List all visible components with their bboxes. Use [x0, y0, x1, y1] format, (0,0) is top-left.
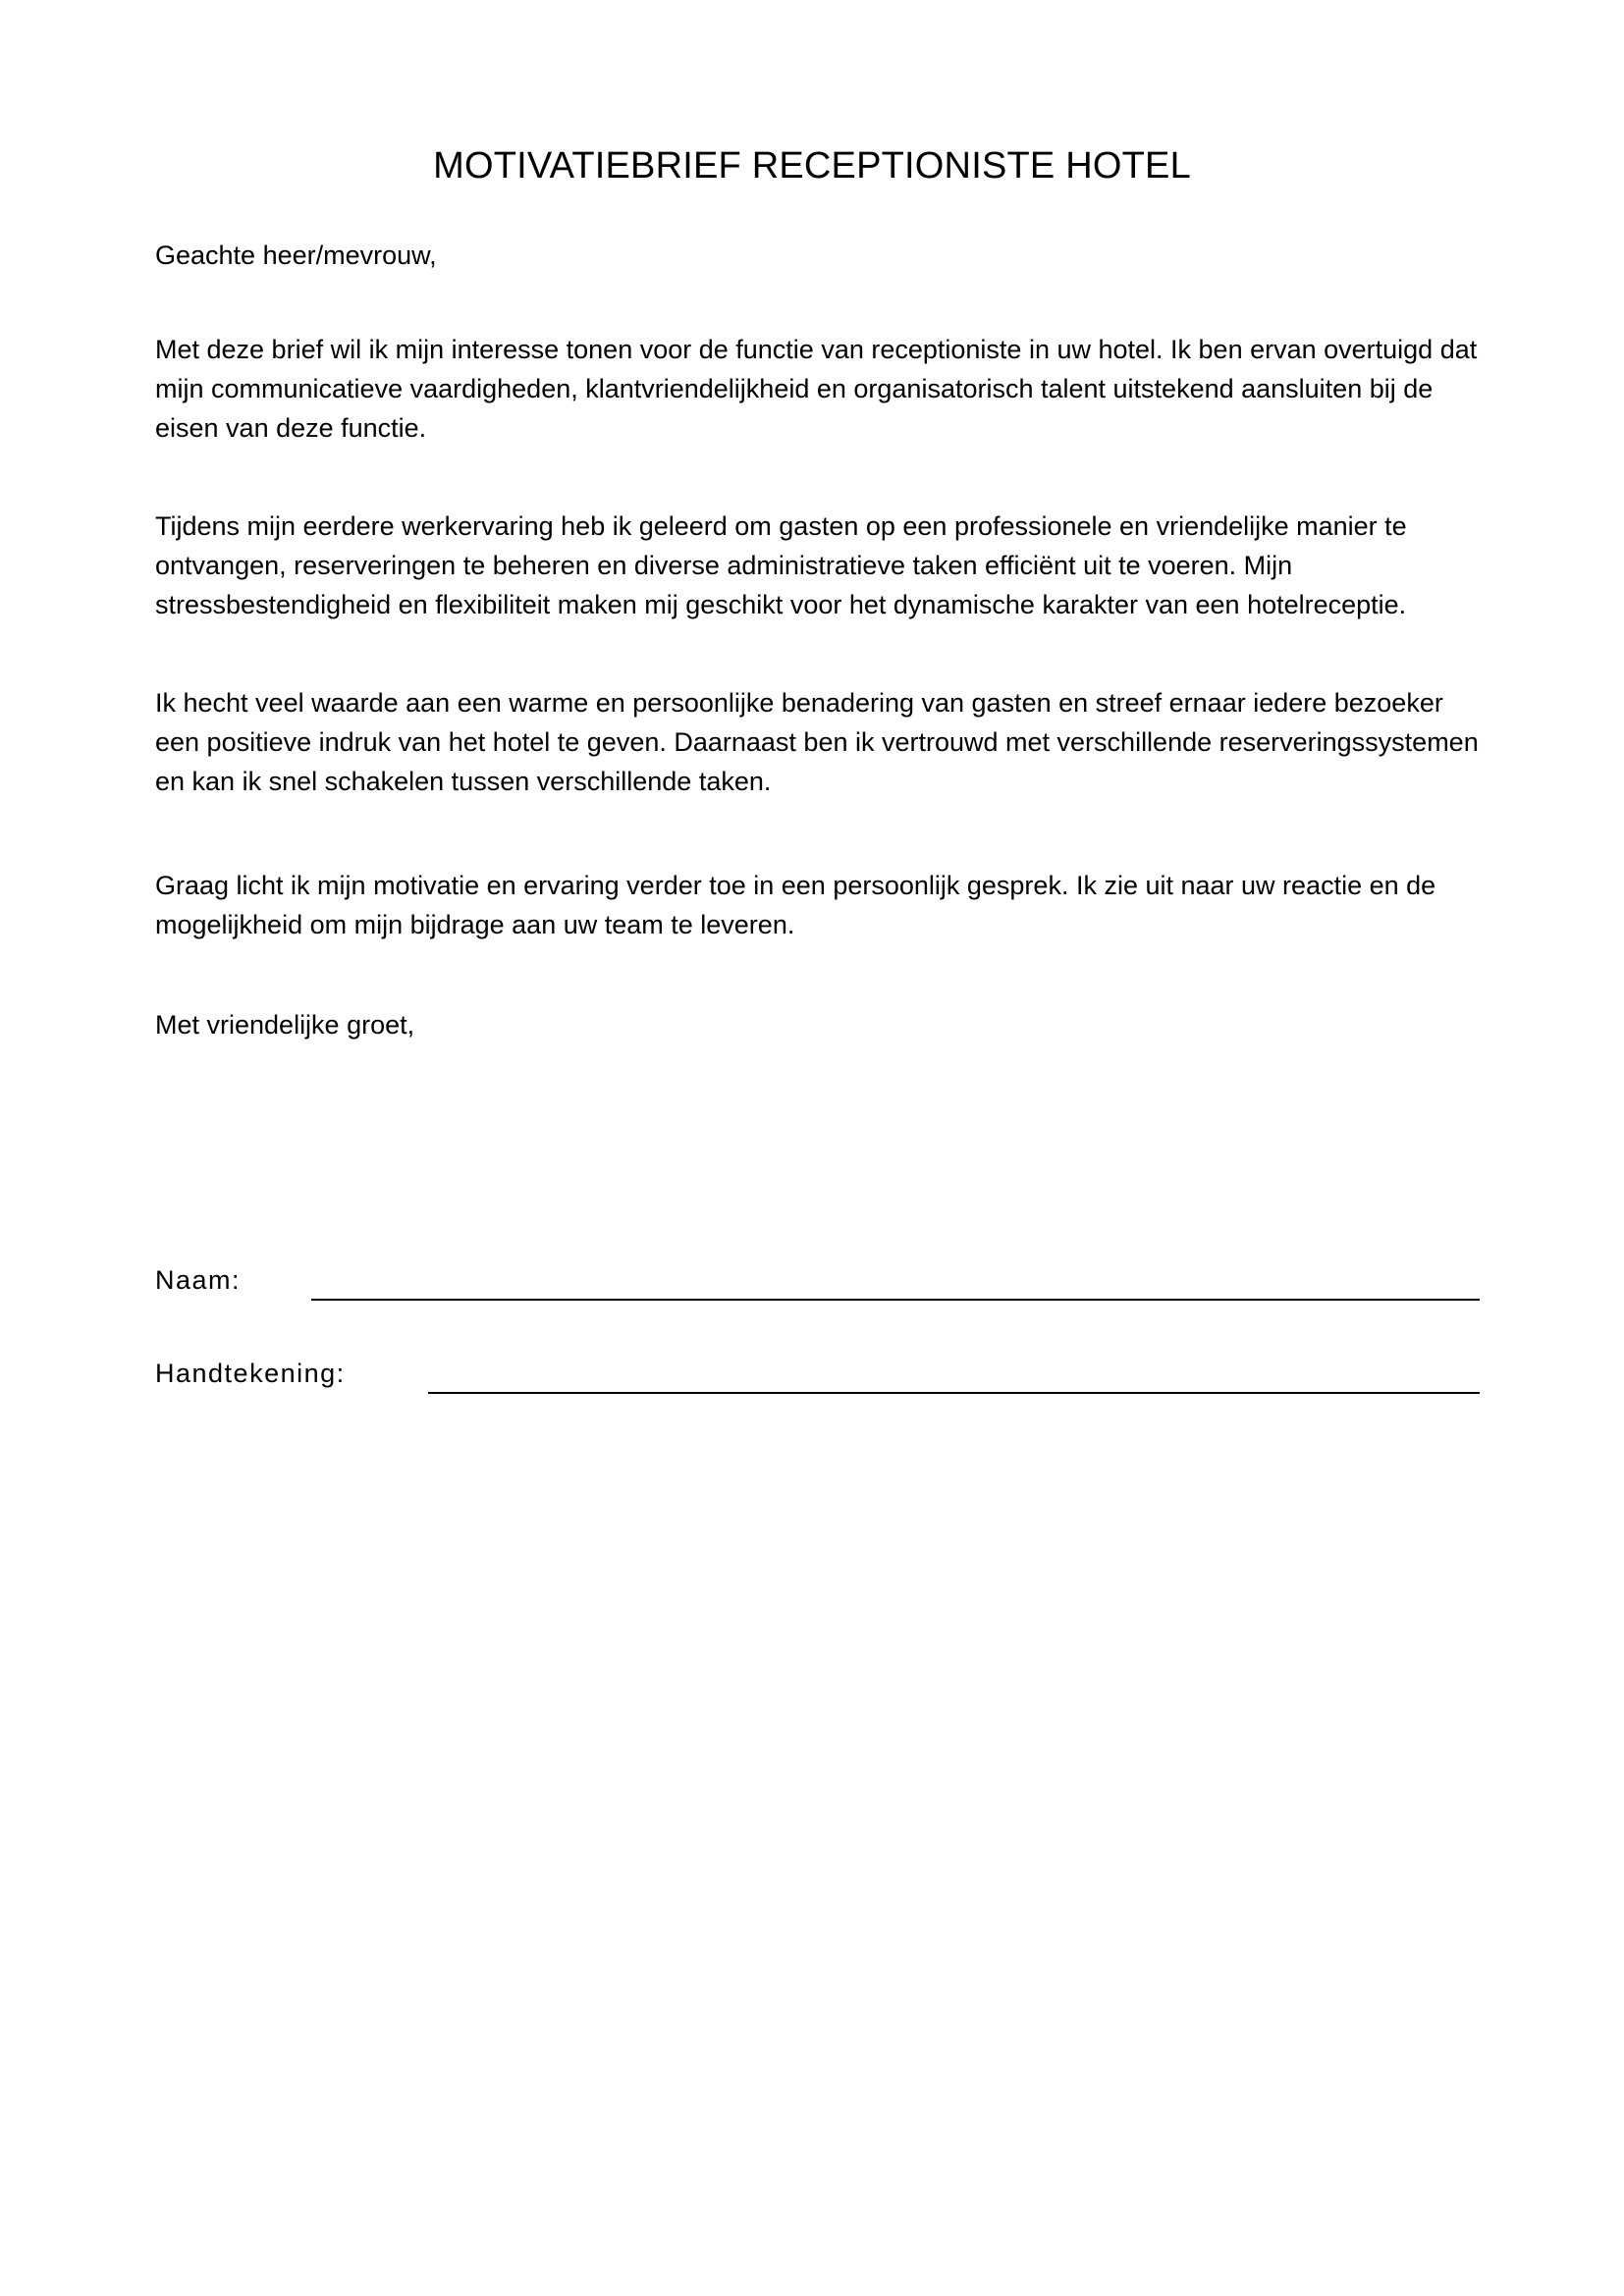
paragraph-intro: Met deze brief wil ik mijn interesse tonen voor de functie van receptioniste in uw hotel. Ik ben ervan overtuigd dat mijn communicatieve vaardigheden, klantvriendelijkheid en organisatorisch talent uitstekend aansluiten bij de eisen van deze functie.: [155, 335, 1478, 443]
signature-line[interactable]: [428, 1392, 1480, 1394]
document-title: MOTIVATIEBRIEF RECEPTIONISTE HOTEL: [433, 145, 1191, 187]
paragraph-approach: Ik hecht veel waarde aan een warme en persoonlijke benadering van gasten en streef ernaar iedere bezoeker een positieve indruk van het hotel te geven. Daarnaast ben ik vertrouwd met verschillende reserveringssystemen en kan ik snel schakelen tussen verschillende taken.: [155, 688, 1479, 796]
closing-greeting: Met vriendelijke groet,: [155, 1010, 415, 1040]
salutation: Geachte heer/mevrouw,: [155, 240, 437, 270]
signature-label: Handtekening:: [155, 1359, 346, 1388]
name-line[interactable]: [311, 1299, 1480, 1301]
paragraph-conclusion: Graag licht ik mijn motivatie en ervaring verder toe in een persoonlijk gesprek. Ik zie uit naar uw reactie en de mogelijkheid om mijn bijdrage aan uw team te leveren.: [155, 871, 1436, 939]
name-label: Naam:: [155, 1265, 242, 1295]
paragraph-experience: Tijdens mijn eerdere werkervaring heb ik geleerd om gasten op een professionele en vriendelijke manier te ontvangen, reserveringen te beheren en diverse administratieve taken efficiënt uit te voeren. Mijn stressbestendigheid en flexibiliteit maken mij geschikt voor het dynamische karakter van een hotelreceptie.: [155, 511, 1407, 619]
